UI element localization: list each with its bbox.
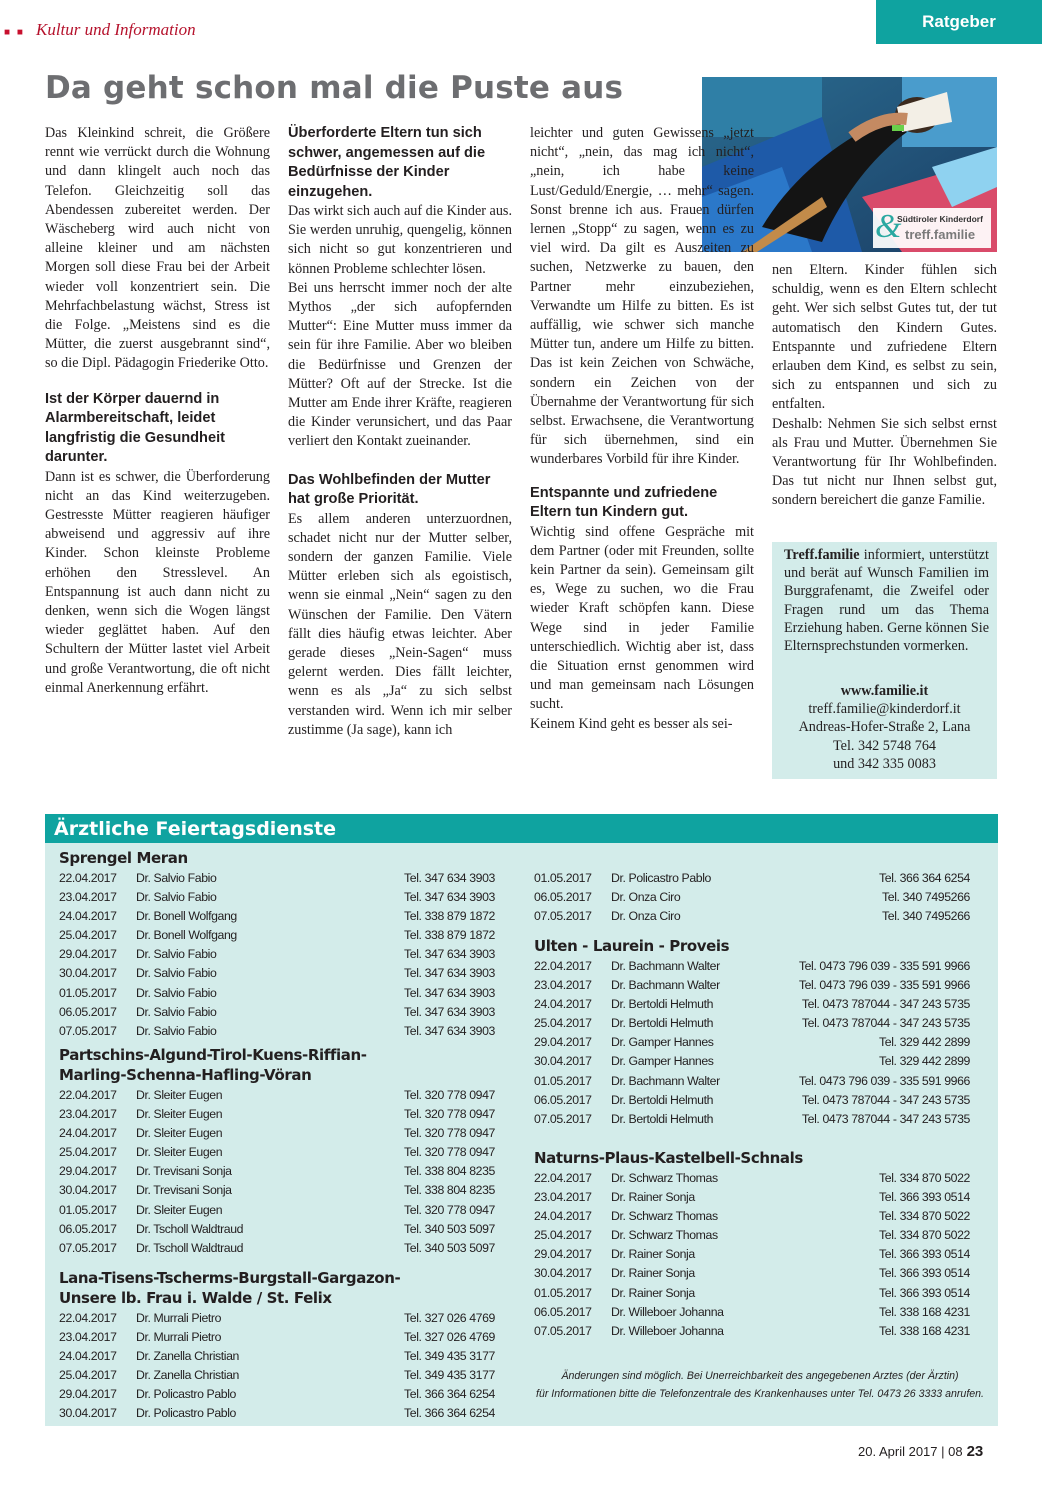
article-intro: Das Kleinkind schreit, die Größere rennt wie verrückt durch die Wohnung und dann klingelt auch noch das Telefon. Gleichzeitig soll das Abendessen zubereitet werden. Der Wäscheberg wird auch nicht von alleine kleiner und am nächsten Morgen soll diese Frau bei der Arbeit wieder voll konzentriert sein. Die Mehrfachbelastung wächst, Stress ist die Folge. „Meistens sind es die Mütter, die zuerst ausgebrannt sind“, so die Dipl. Pädagogin Friederike Otto.: [45, 125, 270, 372]
article-column-2: [288, 124, 512, 740]
doctor-name: Dr. Schwarz Thomas: [611, 1228, 718, 1243]
contact-block: [772, 682, 997, 773]
doctor-phone: Tel. 366 364 6254: [404, 1406, 495, 1421]
service-row: [534, 1207, 970, 1226]
service-date: 23.04.2017: [59, 1107, 117, 1122]
service-row: [534, 1188, 970, 1207]
category-tab: Ratgeber: [876, 0, 1042, 44]
group-title: Marling-Schenna-Hafling-Vöran: [59, 1066, 312, 1084]
service-date: 06.05.2017: [534, 1304, 592, 1319]
doctor-name: Dr. Murrali Pietro: [136, 1311, 222, 1325]
service-row: [59, 1143, 495, 1162]
page-footer: [858, 1443, 983, 1460]
service-date: 30.04.2017: [59, 1183, 117, 1198]
service-row: [534, 957, 970, 976]
doctor-phone: Tel. 0473 796 039 - 335 591 9966: [798, 959, 970, 973]
article-column-1: [45, 124, 270, 698]
doctor-phone: Tel. 340 503 5097: [404, 1240, 495, 1255]
doctor-name: Dr. Sleiter Eugen: [136, 1088, 223, 1102]
doctor-phone: Tel. 327 026 4769: [404, 1330, 495, 1345]
article-column-4: [772, 261, 997, 511]
service-row: [59, 888, 495, 907]
doctor-phone: Tel. 0473 787044 - 347 243 5735: [801, 997, 970, 1012]
doctor-name: Dr. Salvio Fabio: [136, 1023, 217, 1038]
doctor-name: Dr. Sleiter Eugen: [136, 1126, 223, 1141]
article-paragraph: Es allem anderen unterzuordnen, schadet nicht nur der Mutter selber, sondern der ganzen Familie. Viele Mütter erleben sich als egoistisch, wenn sie einmal „Nein“ sagen zu den Wünschen der Familie. Den Vätern fällt dies häufig etwas leichter. Aber gerade dieses „Nein-Sagen“ muss gelernt werden. Dies fällt leichter, wenn es als „Ja“ zu sich selbst verstanden wird. Wenn ich mir selber zustimme (Ja sage), kann ich: [288, 510, 512, 738]
service-date: 07.05.2017: [59, 1023, 117, 1038]
service-row: [59, 1366, 495, 1385]
service-row: [59, 1105, 495, 1124]
note-line-1: Änderungen sind möglich. Bei Unerreichbarkeit des angegebenen Arztes (der Ärztin): [561, 1370, 959, 1382]
service-row: [59, 945, 495, 964]
group-title: Partschins-Algund-Tirol-Kuens-Riffian-: [59, 1046, 367, 1064]
info-body: informiert, unterstützt und berät auf Wunsch Familien im Burggrafenamt, die Zweifel oder Fragen rund um das Thema Erziehung haben. Gerne können Sie Elternsprechstunden vormerken.: [784, 547, 989, 655]
service-row: [59, 1201, 495, 1220]
service-row: [59, 1385, 495, 1404]
doctor-name: Dr. Onza Ciro: [611, 890, 681, 905]
service-date: 25.04.2017: [59, 1145, 117, 1160]
doctor-phone: Tel. 320 778 0947: [404, 1107, 495, 1122]
service-row: [59, 869, 495, 888]
service-date: 22.04.2017: [534, 1171, 592, 1185]
doctor-phone: Tel. 320 778 0947: [404, 1126, 495, 1141]
service-date: 24.04.2017: [534, 1209, 592, 1224]
doctor-name: Dr. Zanella Christian: [136, 1349, 239, 1364]
service-row: [534, 1322, 970, 1341]
doctor-phone: Tel. 366 364 6254: [879, 871, 970, 885]
doctor-phone: Tel. 0473 796 039 - 335 591 9966: [798, 978, 970, 993]
service-date: 01.05.2017: [59, 1202, 117, 1217]
doctor-phone: Tel. 320 778 0947: [404, 1145, 495, 1160]
doctor-phone: Tel. 334 870 5022: [879, 1228, 970, 1243]
doctor-name: Dr. Schwarz Thomas: [611, 1171, 718, 1185]
service-row: [59, 1181, 495, 1200]
doctor-phone: Tel. 340 7495266: [882, 909, 970, 924]
doctor-phone: Tel. 338 804 8235: [404, 1183, 495, 1198]
doctor-name: Dr. Bertoldi Helmuth: [611, 997, 714, 1012]
service-row: [59, 1124, 495, 1143]
doctor-name: Dr. Bonell Wolfgang: [136, 909, 237, 924]
service-row: [534, 995, 970, 1014]
service-date: 30.04.2017: [534, 1266, 592, 1281]
service-date: 22.04.2017: [59, 871, 117, 885]
service-row: [59, 907, 495, 926]
group-ulten: [534, 937, 970, 1129]
service-date: 29.04.2017: [59, 1387, 117, 1402]
service-row: [534, 1014, 970, 1033]
service-row: [534, 907, 970, 926]
service-row: [59, 1003, 495, 1022]
service-row: [59, 1347, 495, 1366]
service-date: 30.04.2017: [59, 966, 117, 981]
doctor-name: Dr. Bertoldi Helmuth: [611, 1111, 714, 1126]
service-row: [534, 1303, 970, 1322]
doctor-phone: Tel. 349 435 3177: [404, 1368, 495, 1383]
doctor-name: Dr. Schwarz Thomas: [611, 1209, 718, 1224]
doctor-name: Dr. Salvio Fabio: [136, 1004, 217, 1019]
service-date: 30.04.2017: [534, 1054, 592, 1069]
doctor-name: Dr. Bachmann Walter: [611, 1073, 720, 1088]
doctor-name: Dr. Willeboer Johanna: [611, 1323, 724, 1338]
service-date: 06.05.2017: [534, 1092, 592, 1107]
service-date: 07.05.2017: [534, 1323, 592, 1338]
doctor-name: Dr. Gamper Hannes: [611, 1035, 714, 1050]
section-label: Kultur und Information: [36, 20, 196, 39]
service-date: 23.04.2017: [59, 890, 117, 905]
email-link[interactable]: treff.familie@kinderdorf.it: [808, 701, 961, 718]
service-date: 01.05.2017: [534, 1285, 592, 1300]
service-row: [534, 976, 970, 995]
doctor-phone: Tel. 366 393 0514: [879, 1190, 970, 1205]
doctor-phone: Tel. 366 364 6254: [404, 1387, 495, 1402]
article-paragraph: leichter und guten Gewissens „jetzt nicht“, „nein, das mag ich nicht“, „nein, ich habe keine Lust/Geduld/Energie, … mehr“ sagen. Sonst brenne ich aus. Frauen dürfen lernen „Stopp“ zu sagen, wenn es zu viel wird. Da gilt es Auszeiten zu suchen, Netzwerke zu bauen, den Partner mehr einzubeziehen, Verwandte um Hilfe zu bitten. Es ist auffällig, wie schwer sich manche Mütter tun, andere um Hilfe zu bitten. Das ist kein Zeichen von Schwäche, sondern ein Zeichen von der Übernahme der Verantwortung für sich selbst. Erwachsene, die Verantwortung für sich übernehmen, sind ein wunderbares Vorbild für ihre Kinder.: [530, 125, 754, 468]
info-lead: Treff.familie: [784, 547, 860, 563]
service-date: 07.05.2017: [534, 909, 592, 924]
service-date: 25.04.2017: [59, 928, 117, 943]
address: Andreas-Hofer-Straße 2, Lana: [798, 719, 971, 736]
service-date: 25.04.2017: [534, 1016, 592, 1031]
logo-line-2: treff.familie: [905, 227, 976, 242]
article-paragraph: Das wirkt sich auch auf die Kinder aus. Sie werden unruhig, quengelig, können sich nicht so gut konzentrieren und können Probleme schlechter lösen.: [288, 203, 512, 277]
kinderdorf-logo: [873, 208, 991, 248]
group-title: Lana-Tisens-Tscherms-Burgstall-Gargazon-: [59, 1269, 401, 1287]
service-date: 06.05.2017: [59, 1004, 117, 1019]
doctor-name: Dr. Policastro Pablo: [136, 1387, 236, 1402]
service-row: [59, 1162, 495, 1181]
doctor-phone: Tel. 347 634 3903: [404, 1004, 495, 1019]
doctor-phone: Tel. 338 804 8235: [404, 1164, 495, 1179]
subheading-alarm: Ist der Körper dauernd in Alarmbereitschaft, leidet langfristig die Gesundheit darunter.: [45, 390, 226, 466]
group-title: Sprengel Meran: [59, 849, 188, 867]
doctor-phone: Tel. 320 778 0947: [404, 1202, 495, 1217]
service-date: 25.04.2017: [534, 1228, 592, 1243]
doctor-phone: Tel. 0473 796 039 - 335 591 9966: [798, 1073, 970, 1088]
doctor-phone: Tel. 347 634 3903: [404, 985, 495, 1000]
article-paragraph: Deshalb: Nehmen Sie sich selbst ernst als Frau und Mutter. Übernehmen Sie Verantwortung für Ihr Wohlbefinden. Das tut nicht nur Ihnen selbst gut, sondern bereichert die ganze Familie.: [772, 415, 997, 509]
doctor-phone: Tel. 347 634 3903: [404, 890, 495, 905]
service-row: [534, 1245, 970, 1264]
service-row: [534, 1091, 970, 1110]
service-row: [59, 1220, 495, 1239]
doctor-name: Dr. Bachmann Walter: [611, 978, 720, 993]
service-date: 24.04.2017: [59, 1349, 117, 1364]
service-row: [534, 1284, 970, 1303]
group-title: Naturns-Plaus-Kastelbell-Schnals: [534, 1149, 803, 1167]
doctor-phone: Tel. 329 442 2899: [879, 1035, 970, 1050]
doctor-phone: Tel. 0473 787044 - 347 243 5735: [801, 1111, 970, 1126]
service-date: 22.04.2017: [534, 959, 592, 973]
doctor-name: Dr. Policastro Pablo: [611, 871, 711, 885]
service-date: 25.04.2017: [59, 1368, 117, 1383]
subheading-relaxed-parents: Entspannte und zufriedene Eltern tun Kindern gut.: [530, 484, 718, 521]
phone-1: Tel. 342 5748 764: [832, 737, 937, 754]
doctor-name: Dr. Sleiter Eugen: [136, 1145, 223, 1160]
doctor-phone: Tel. 347 634 3903: [404, 966, 495, 981]
doctor-name: Dr. Gamper Hannes: [611, 1054, 714, 1069]
service-row: [534, 888, 970, 907]
service-row: [59, 1086, 495, 1105]
doctor-phone: Tel. 347 634 3903: [404, 1023, 495, 1038]
service-date: 22.04.2017: [59, 1311, 117, 1325]
doctor-name: Dr. Rainer Sonja: [611, 1190, 695, 1205]
doctor-phone: Tel. 329 442 2899: [879, 1054, 970, 1069]
article-paragraph: Keinem Kind geht es besser als sei-: [530, 715, 733, 732]
doctor-phone: Tel. 338 879 1872: [404, 909, 495, 924]
service-date: 29.04.2017: [534, 1035, 592, 1050]
doctor-name: Dr. Rainer Sonja: [611, 1247, 695, 1262]
service-date: 24.04.2017: [534, 997, 592, 1012]
doctor-phone: Tel. 334 870 5022: [879, 1171, 970, 1185]
service-date: 06.05.2017: [59, 1221, 117, 1236]
article-paragraph: Bei uns herrscht immer noch der alte Mythos „der sich aufopfernden Mutter“: Eine Mutter muss immer da sein für ihre Familie. Aber wo bleiben die Bedürfnisse und Grenzen der Mütter? Oft auf der Strecke. Ist die Mutter am Ende ihrer Kräfte, reagieren die Kinder verunsichert, und das Paar verliert den Kontakt zueinander.: [288, 279, 512, 450]
doctor-phone: Tel. 338 168 4231: [879, 1304, 970, 1319]
subheading-wellbeing: Das Wohlbefinden der Mutter hat große Priorität.: [288, 471, 491, 508]
service-date: 23.04.2017: [534, 978, 592, 993]
group-naturns: [534, 1149, 970, 1341]
service-row: [59, 1328, 495, 1347]
doctor-phone: Tel. 349 435 3177: [404, 1349, 495, 1364]
doctor-name: Dr. Sleiter Eugen: [136, 1202, 223, 1217]
ampersand-logo-icon: &: [875, 208, 902, 245]
service-row: [59, 926, 495, 945]
service-row: [59, 1022, 495, 1041]
service-row: [59, 1404, 495, 1423]
doctor-name: Dr. Rainer Sonja: [611, 1285, 695, 1300]
doctor-name: Dr. Bachmann Walter: [611, 959, 720, 973]
service-row: [534, 869, 970, 888]
service-row: [59, 1239, 495, 1258]
service-row: [59, 984, 495, 1003]
service-date: 01.05.2017: [534, 1073, 592, 1088]
website-link[interactable]: www.familie.it: [840, 683, 929, 699]
doctor-name: Dr. Murrali Pietro: [136, 1330, 222, 1345]
service-date: 01.05.2017: [534, 871, 592, 885]
article-column-3: [530, 124, 754, 734]
doctor-phone: Tel. 320 778 0947: [404, 1088, 495, 1102]
service-row: [534, 1033, 970, 1052]
doctor-name: Dr. Salvio Fabio: [136, 985, 217, 1000]
service-date: 30.04.2017: [59, 1406, 117, 1421]
service-date: 24.04.2017: [59, 1126, 117, 1141]
service-date: 29.04.2017: [59, 947, 117, 962]
doctor-name: Dr. Policastro Pablo: [136, 1406, 236, 1421]
logo-line-1: Südtiroler Kinderdorf: [897, 214, 983, 224]
doctor-name: Dr. Rainer Sonja: [611, 1266, 695, 1281]
phone-2: und 342 335 0083: [833, 755, 936, 772]
service-date: 29.04.2017: [534, 1247, 592, 1262]
doctor-phone: Tel. 347 634 3903: [404, 947, 495, 962]
doctor-name: Dr. Sleiter Eugen: [136, 1107, 223, 1122]
group-lana-continued: [534, 869, 970, 926]
article-paragraph: Wichtig sind offene Gespräche mit dem Partner (oder mit Freunden, sollte kein Partner da sein). Gemeinsam gilt es, Wege zu suchen, wo die Frau wieder Kraft schöpfen kann. Diese Wege sind in jeder Familie unterschiedlich. Wichtig aber ist, dass die Situation ernst genommen wird und man gemeinsam nach Lösungen sucht.: [530, 523, 754, 713]
service-date: 24.04.2017: [59, 909, 117, 924]
article-headline: Da geht schon mal die Puste aus: [45, 70, 624, 106]
group-title: Unsere lb. Frau i. Walde / St. Felix: [59, 1289, 332, 1307]
doctor-phone: Tel. 340 7495266: [882, 890, 970, 905]
service-date: 23.04.2017: [59, 1330, 117, 1345]
service-date: 01.05.2017: [59, 985, 117, 1000]
service-row: [534, 1264, 970, 1283]
doctor-name: Dr. Onza Ciro: [611, 909, 681, 924]
doctor-phone: Tel. 327 026 4769: [404, 1311, 495, 1325]
group-partschins: [59, 1046, 495, 1258]
service-row: [534, 1226, 970, 1245]
doctor-name: Dr. Trevisani Sonja: [136, 1183, 232, 1198]
medical-services-title: Ärztliche Feiertagsdienste: [45, 814, 998, 843]
page-number: 23: [966, 1443, 984, 1460]
service-row: [59, 964, 495, 983]
subheading-overwhelmed: Überforderte Eltern tun sich schwer, angemessen auf die Bedürfnisse der Kinder einzugehen.: [288, 125, 486, 200]
doctor-name: Dr. Salvio Fabio: [136, 947, 217, 962]
doctor-name: Dr. Salvio Fabio: [136, 890, 217, 905]
doctor-phone: Tel. 366 393 0514: [879, 1285, 970, 1300]
doctor-name: Dr. Trevisani Sonja: [136, 1164, 232, 1179]
medical-services-box: [45, 814, 998, 1426]
service-date: 06.05.2017: [534, 890, 592, 905]
doctor-phone: Tel. 347 634 3903: [404, 871, 495, 885]
availability-note: [525, 1368, 995, 1403]
info-text: [784, 546, 989, 655]
doctor-name: Dr. Bertoldi Helmuth: [611, 1092, 714, 1107]
doctor-phone: Tel. 338 168 4231: [879, 1323, 970, 1338]
issue-date: 20. April 2017 | 08: [858, 1444, 963, 1459]
doctor-name: Dr. Bertoldi Helmuth: [611, 1016, 714, 1031]
service-date: 29.04.2017: [59, 1164, 117, 1179]
service-row: [534, 1110, 970, 1129]
doctor-phone: Tel. 334 870 5022: [879, 1209, 970, 1224]
doctor-name: Dr. Salvio Fabio: [136, 871, 217, 885]
doctor-phone: Tel. 0473 787044 - 347 243 5735: [801, 1092, 970, 1107]
group-lana: [59, 1269, 495, 1424]
doctor-name: Dr. Willeboer Johanna: [611, 1304, 724, 1319]
service-date: 07.05.2017: [534, 1111, 592, 1126]
article-paragraph: nen Eltern. Kinder fühlen sich schuldig, wenn es den Eltern schlecht geht. Wer sich selbst Gutes tut, der tut automatisch den Kindern Gutes. Entspannte und zufriedene Eltern erlauben dem Kind, es selbst zu sein, sich zu entspannen und sich zu entfalten.: [772, 262, 997, 413]
article-paragraph: Dann ist es schwer, die Überforderung nicht an das Kind weiterzugeben. Gestresste Mütter reagieren häufiger abweisend und aggressiv auf ihre Kinder. Schon kleinste Probleme erhöhen den Stresslevel. An Entspannung ist auch dann nicht zu denken, wenn sich die Wogen längst wieder geglättet haben. Auf den Schultern der Mütter lastet viel Arbeit und große Verantwortung, die oft nicht einmal Anerkennung erfährt.: [45, 468, 270, 696]
service-row: [534, 1072, 970, 1091]
doctor-phone: Tel. 0473 787044 - 347 243 5735: [801, 1016, 970, 1031]
doctor-name: Dr. Salvio Fabio: [136, 966, 217, 981]
doctor-phone: Tel. 340 503 5097: [404, 1221, 495, 1236]
note-line-2: für Informationen bitte die Telefonzentrale des Krankenhauses unter Tel. 0473 26 3333 anrufen.: [536, 1387, 984, 1400]
doctor-phone: Tel. 338 879 1872: [404, 928, 495, 943]
service-row: [59, 1309, 495, 1328]
group-sprengel-meran: [59, 849, 495, 1041]
doctor-phone: Tel. 366 393 0514: [879, 1266, 970, 1281]
service-row: [534, 1052, 970, 1071]
doctor-name: Dr. Tscholl Waldtraud: [136, 1221, 244, 1236]
doctor-name: Dr. Zanella Christian: [136, 1368, 239, 1383]
info-box: [772, 542, 997, 779]
decorative-dots: ■ ■: [4, 27, 25, 38]
doctor-name: Dr. Tscholl Waldtraud: [136, 1240, 244, 1255]
doctor-name: Dr. Bonell Wolfgang: [136, 928, 237, 943]
service-date: 22.04.2017: [59, 1088, 117, 1102]
service-date: 07.05.2017: [59, 1240, 117, 1255]
group-title: Ulten - Laurein - Proveis: [534, 937, 730, 955]
service-row: [534, 1169, 970, 1188]
service-date: 23.04.2017: [534, 1190, 592, 1205]
doctor-phone: Tel. 366 393 0514: [879, 1247, 970, 1262]
